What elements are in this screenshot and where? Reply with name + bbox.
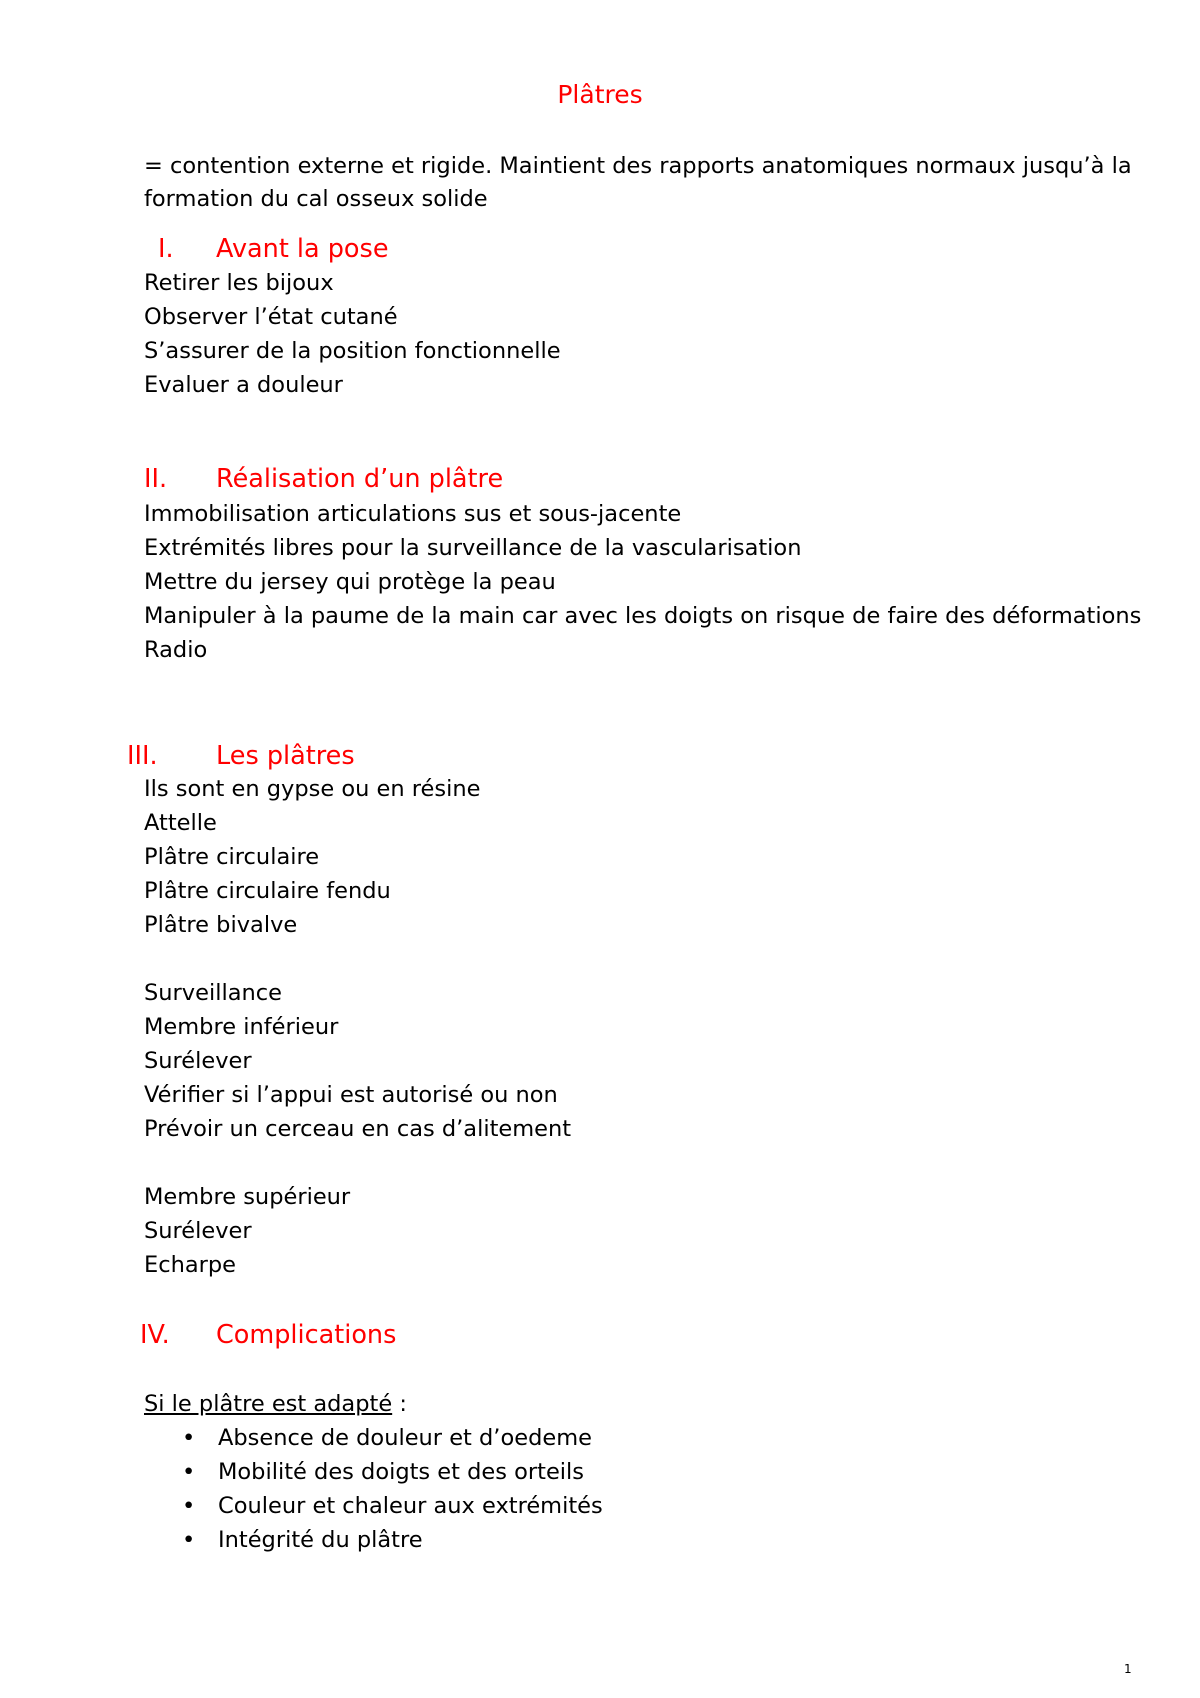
bullet-icon: • (182, 1527, 196, 1553)
intro-paragraph (144, 150, 1144, 216)
section-title: Avant la pose (216, 234, 389, 264)
list-item: Observer l’état cutané (144, 304, 398, 330)
complications-subtitle-text: Si le plâtre est adapté (144, 1391, 393, 1417)
list-item: Radio (144, 637, 208, 663)
complications-bullet-list (182, 1421, 603, 1557)
section-list-les-platres (144, 772, 480, 942)
bullet-item (182, 1421, 603, 1455)
section-number: II. (144, 464, 168, 494)
list-item: Mettre du jersey qui protège la peau (144, 569, 556, 595)
list-item: Surélever (144, 1048, 252, 1074)
list-item: Plâtre circulaire (144, 844, 320, 870)
section-title: Complications (216, 1320, 397, 1350)
page-number: 1 (1124, 1662, 1132, 1676)
bullet-icon: • (182, 1493, 196, 1519)
intro-line: = contention externe et rigide. Maintient des rapports anatomiques normaux jusqu’à la (144, 153, 1132, 179)
list-item: S’assurer de la position fonctionnelle (144, 338, 561, 364)
bullet-item (182, 1523, 603, 1557)
bullet-icon: • (182, 1459, 196, 1485)
section-number: I. (158, 234, 174, 264)
list-item: Surveillance (144, 980, 282, 1006)
list-item: Attelle (144, 810, 217, 836)
section-number: III. (127, 741, 158, 771)
section-list-surveillance (144, 976, 571, 1146)
list-item: Extrémités libres pour la surveillance de la vascularisation (144, 535, 802, 561)
list-item: Vérifier si l’appui est autorisé ou non (144, 1082, 558, 1108)
list-item: Membre supérieur (144, 1184, 351, 1210)
complications-subtitle (144, 1387, 407, 1421)
list-item: Echarpe (144, 1252, 237, 1278)
bullet-text: Couleur et chaleur aux extrémités (218, 1493, 603, 1519)
bullet-text: Mobilité des doigts et des orteils (218, 1459, 585, 1485)
intro-line: formation du cal osseux solide (144, 186, 488, 212)
list-item: Surélever (144, 1218, 252, 1244)
bullet-icon: • (182, 1425, 196, 1451)
bullet-text: Absence de douleur et d’oedeme (218, 1425, 592, 1451)
list-item: Immobilisation articulations sus et sous-jacente (144, 501, 682, 527)
list-item: Ils sont en gypse ou en résine (144, 776, 481, 802)
section-list-avant-la-pose (144, 266, 561, 402)
list-item: Prévoir un cerceau en cas d’alitement (144, 1116, 572, 1142)
list-item: Manipuler à la paume de la main car avec les doigts on risque de faire des déformations (144, 603, 1142, 629)
section-title: Réalisation d’un plâtre (216, 464, 504, 494)
section-number: IV. (140, 1320, 170, 1350)
complications-subtitle-colon: : (392, 1391, 407, 1417)
section-list-realisation (144, 497, 1141, 667)
list-item: Retirer les bijoux (144, 270, 334, 296)
bullet-item (182, 1455, 603, 1489)
list-item: Membre inférieur (144, 1014, 339, 1040)
bullet-item (182, 1489, 603, 1523)
section-title: Les plâtres (216, 741, 355, 771)
bullet-text: Intégrité du plâtre (218, 1527, 423, 1553)
list-item: Plâtre circulaire fendu (144, 878, 391, 904)
document-title: Plâtres (557, 80, 643, 109)
section-list-membre-superieur (144, 1180, 350, 1282)
list-item: Evaluer a douleur (144, 372, 343, 398)
list-item: Plâtre bivalve (144, 912, 298, 938)
